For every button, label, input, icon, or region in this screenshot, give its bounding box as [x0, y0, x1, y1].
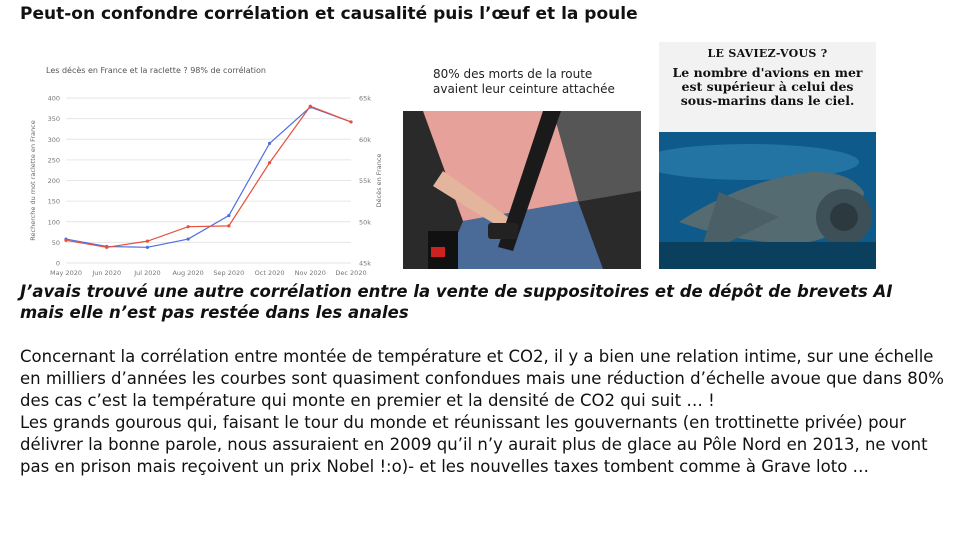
submarine-text — [659, 66, 876, 108]
data-point — [309, 105, 312, 108]
x-tick-label: Oct 2020 — [254, 269, 285, 277]
x-tick-label: May 2020 — [49, 269, 83, 277]
y-tick-label: 250 — [47, 156, 60, 165]
y2-tick-label: 55k — [359, 177, 372, 185]
paragraph-gourous: Les grands gourous qui, faisant le tour du monde et réunissant les gouvernants (en trottinette privée) pour délivrer la bonne parole, nous assuraient en 2009 qu’il n’y aurait plus de glace au Pôle Nord en 2013, ne vont pas en prison mais reçoivent un prix Nobel !:o)- et les nouvelles taxes tombent comme à Grave loto … — [20, 413, 928, 476]
x-tick-label: Jun 2020 — [92, 269, 122, 277]
y-tick-label: 150 — [47, 197, 60, 206]
italic-joke-line2: mais elle n’est pas restée dans les anales — [20, 303, 409, 322]
chart-svg — [26, 58, 388, 278]
submarine-heading-box — [659, 42, 876, 132]
y-tick-label: 300 — [47, 135, 60, 144]
data-point — [187, 225, 190, 228]
seatbelt-caption — [433, 67, 615, 97]
y2-tick-label: 60k — [359, 135, 372, 144]
submarine-line2: est supérieur à celui des — [681, 79, 854, 94]
x-tick-label: Sep 2020 — [213, 269, 245, 277]
data-point — [146, 240, 149, 243]
seatbelt-photo — [403, 111, 641, 269]
y-tick-label: 0 — [55, 259, 60, 268]
y2-axis-label: Décès en France — [375, 153, 383, 208]
y2-tick-label: 45k — [359, 259, 372, 268]
y-tick-label: 400 — [47, 94, 60, 103]
seatbelt-caption-line1: 80% des morts de la route — [433, 67, 593, 81]
page-title: Peut-on confondre corrélation et causalité puis l’œuf et la poule — [20, 4, 638, 24]
x-tick-label: Dec 2020 — [335, 269, 367, 277]
y-tick-label: 200 — [47, 177, 60, 185]
y-tick-label: 350 — [47, 115, 60, 124]
y2-tick-label: 65k — [359, 94, 372, 103]
data-point — [349, 120, 352, 123]
correlation-chart — [26, 58, 388, 278]
data-point — [268, 142, 271, 145]
y-tick-label: 100 — [47, 218, 60, 227]
chart-title: Les décès en France et la raclette ? 98% de corrélation — [46, 66, 266, 75]
italic-joke — [20, 281, 940, 323]
y2-tick-label: 50k — [359, 218, 372, 227]
submarine-line1: Le nombre d'avions en mer — [672, 65, 863, 80]
data-point — [227, 214, 230, 217]
series-line-1 — [66, 106, 351, 247]
italic-joke-line1: J’avais trouvé une autre corrélation entre la vente de suppositoires et de dépôt de brevets AI — [20, 282, 893, 301]
paragraph-co2: Concernant la corrélation entre montée de température et CO2, il y a bien une relation intime, sur une échelle en milliers d’années les courbes sont quasiment confondues mais une réduction d’échelle avoue que dans 80% des cas c’est la température qui monte en premier et la densité de CO2 qui suit … ! — [20, 347, 944, 410]
y-axis-label: Recherche du mot raclette en France — [29, 120, 37, 241]
seatbelt-caption-line2: avaient leur ceinture attachée — [433, 82, 615, 96]
seatbelt-illustration — [403, 111, 641, 269]
data-point — [227, 224, 230, 227]
x-tick-label: Nov 2020 — [294, 269, 326, 277]
y-tick-label: 50 — [51, 238, 60, 247]
data-point — [146, 246, 149, 249]
submarine-line3: sous-marins dans le ciel. — [680, 93, 855, 108]
submarine-heading: LE SAVIEZ-VOUS ? — [707, 47, 828, 60]
data-point — [187, 237, 190, 240]
data-point — [105, 246, 108, 249]
data-point — [268, 161, 271, 164]
body-text — [20, 346, 945, 478]
x-tick-label: Jul 2020 — [134, 269, 161, 277]
x-tick-label: Aug 2020 — [172, 269, 204, 277]
submarine-poster — [659, 42, 876, 269]
data-point — [64, 239, 67, 242]
